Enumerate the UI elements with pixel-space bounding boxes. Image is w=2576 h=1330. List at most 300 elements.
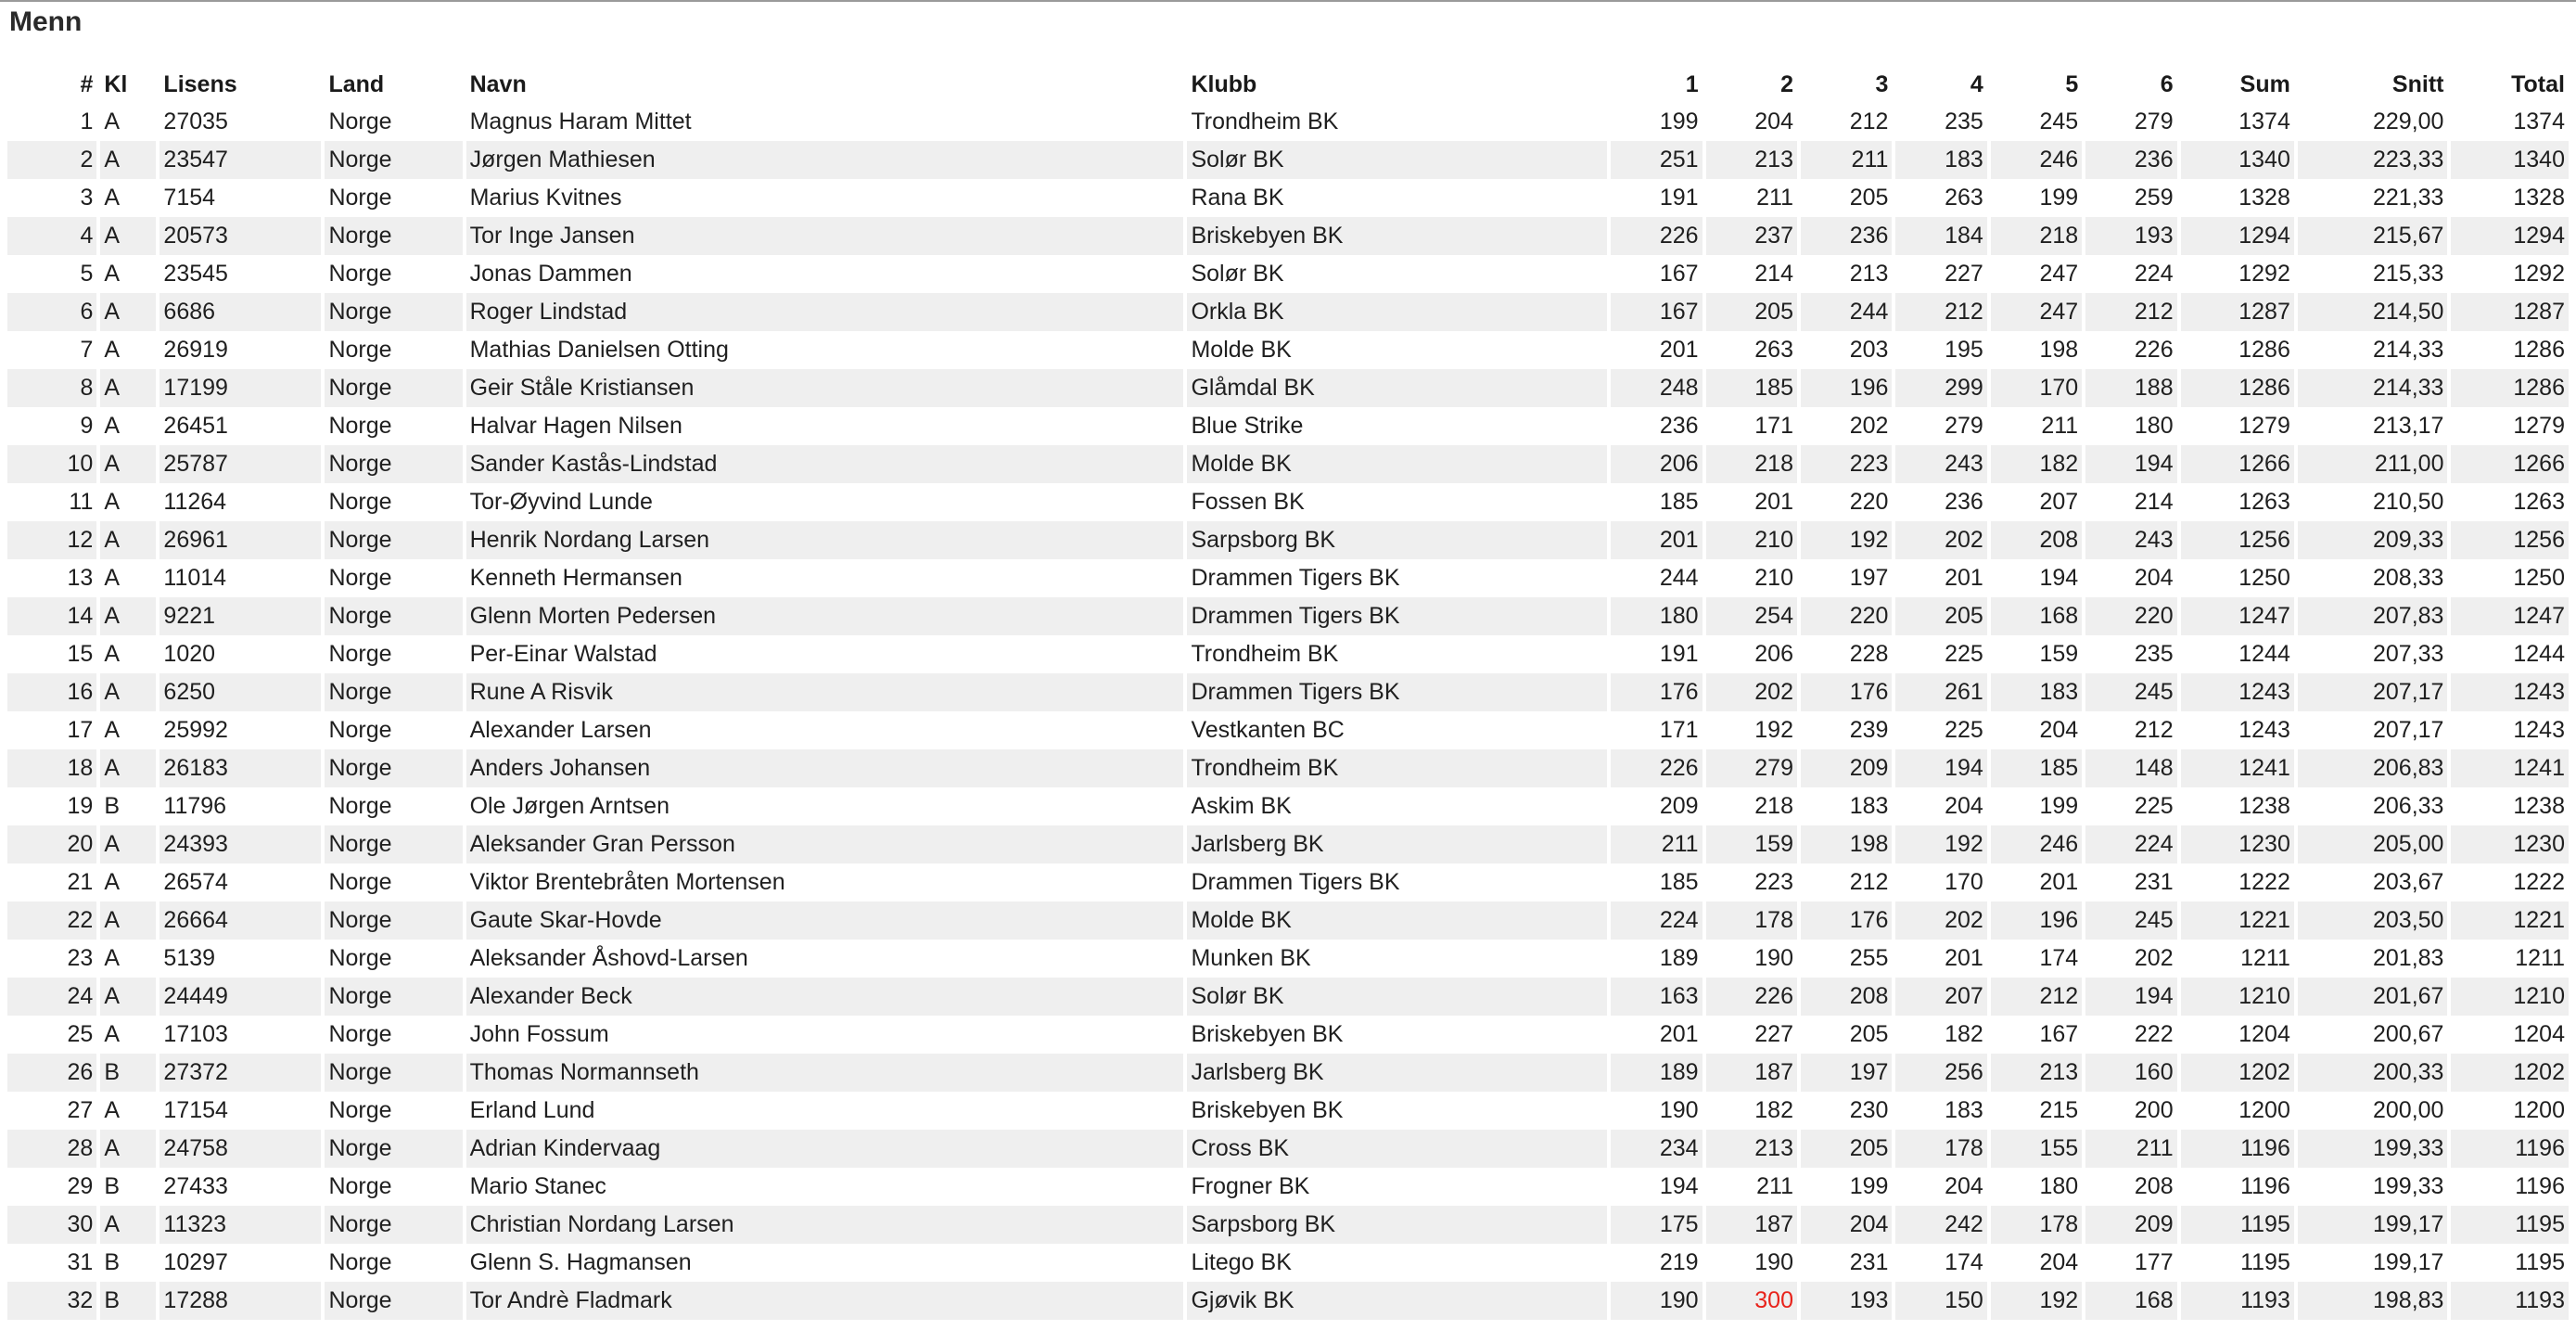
cell-total: 1340 <box>2451 141 2569 179</box>
cell-game-3: 230 <box>1849 1097 1889 1123</box>
header-navn[interactable]: Navn <box>469 71 527 97</box>
cell-lisens: 6250 <box>159 673 321 711</box>
cell-lisens: 11264 <box>163 489 227 515</box>
cell-snitt: 205,00 <box>2298 825 2448 863</box>
cell-klubb: Sarpsborg BK <box>1187 1206 1607 1244</box>
table-row[interactable] <box>7 559 2569 597</box>
cell-land: Norge <box>325 1130 462 1168</box>
cell-klubb: Cross BK <box>1187 1130 1607 1168</box>
cell-klubb: Trondheim BK <box>1191 641 1339 667</box>
header-total[interactable]: Total <box>2511 71 2565 97</box>
cell-snitt: 215,67 <box>2298 217 2448 255</box>
cell-game-4: 227 <box>1945 261 1983 287</box>
cell-land: Norge <box>325 978 462 1016</box>
cell-snitt: 199,33 <box>2298 1130 2448 1168</box>
table-row[interactable] <box>7 521 2569 559</box>
cell-game-3: 203 <box>1849 337 1889 363</box>
cell-game-4: 299 <box>1895 369 1986 407</box>
header-lisens[interactable]: Lisens <box>163 71 237 97</box>
cell-klubb: Briskebyen BK <box>1187 217 1607 255</box>
cell-snitt: 207,17 <box>2298 673 2448 711</box>
cell-total: 1243 <box>2513 717 2565 743</box>
cell-game-4: 194 <box>1895 749 1986 787</box>
header-rank[interactable]: # <box>80 71 94 97</box>
cell-kl: B <box>104 793 121 819</box>
cell-total: 1221 <box>2451 902 2569 940</box>
table-row[interactable] <box>7 978 2569 1016</box>
cell-snitt: 213,17 <box>2373 413 2444 439</box>
cell-snitt: 207,83 <box>2298 597 2448 635</box>
cell-game-2: 187 <box>1706 1206 1797 1244</box>
cell-lisens: 10297 <box>163 1249 228 1275</box>
cell-game-2: 205 <box>1706 293 1797 331</box>
cell-game-2: 192 <box>1754 717 1793 743</box>
cell-rank: 14 <box>7 597 96 635</box>
cell-navn: Erland Lund <box>469 1097 595 1123</box>
cell-navn: Tor Inge Jansen <box>466 217 1184 255</box>
cell-snitt: 203,67 <box>2373 869 2444 895</box>
cell-game-1: 175 <box>1611 1206 1702 1244</box>
cell-game-1: 236 <box>1659 413 1699 439</box>
cell-land: Norge <box>328 109 392 134</box>
cell-land: Norge <box>328 1173 392 1199</box>
table-row[interactable] <box>7 825 2569 863</box>
cell-game-5: 246 <box>1991 825 2082 863</box>
cell-navn: Kenneth Hermansen <box>469 565 682 591</box>
results-table <box>4 67 2572 1320</box>
cell-game-4: 205 <box>1895 597 1986 635</box>
cell-game-1: 201 <box>1659 337 1699 363</box>
header-klubb[interactable]: Klubb <box>1191 71 1257 97</box>
cell-rank: 2 <box>7 141 96 179</box>
cell-game-5: 199 <box>2039 185 2079 211</box>
table-row[interactable] <box>7 1168 2569 1206</box>
cell-navn: Alexander Beck <box>466 978 1184 1016</box>
cell-navn: Per-Einar Walstad <box>469 641 657 667</box>
cell-sum: 1243 <box>2181 673 2294 711</box>
cell-navn: Christian Nordang Larsen <box>466 1206 1184 1244</box>
cell-navn: Roger Lindstad <box>466 293 1184 331</box>
cell-klubb: Trondheim BK <box>1187 749 1607 787</box>
cell-rank: 6 <box>7 293 96 331</box>
cell-total: 1374 <box>2513 109 2565 134</box>
cell-lisens: 27372 <box>159 1054 321 1092</box>
cell-game-3: 197 <box>1801 1054 1892 1092</box>
cell-game-1: 191 <box>1659 641 1699 667</box>
cell-game-1: 201 <box>1611 521 1702 559</box>
cell-game-6: 160 <box>2085 1054 2176 1092</box>
cell-kl: B <box>104 1249 121 1275</box>
header-game-1[interactable]: 1 <box>1685 71 1699 97</box>
table-row[interactable] <box>7 1016 2569 1054</box>
cell-klubb: Solør BK <box>1187 141 1607 179</box>
cell-land: Norge <box>328 1021 392 1047</box>
cell-lisens: 20573 <box>159 217 321 255</box>
cell-kl: A <box>100 445 156 483</box>
cell-game-6: 224 <box>2085 825 2176 863</box>
cell-game-6: 236 <box>2085 141 2176 179</box>
cell-game-5: 208 <box>1991 521 2082 559</box>
cell-game-6: 194 <box>2085 445 2176 483</box>
cell-klubb: Molde BK <box>1191 337 1292 363</box>
cell-kl: A <box>100 293 156 331</box>
table-row[interactable] <box>7 940 2569 978</box>
cell-navn: Mario Stanec <box>469 1173 606 1199</box>
cell-lisens: 26574 <box>163 869 228 895</box>
table-row[interactable] <box>7 331 2569 369</box>
cell-sum: 1243 <box>2238 717 2290 743</box>
cell-klubb: Briskebyen BK <box>1191 1097 1344 1123</box>
cell-game-1: 190 <box>1611 1282 1702 1320</box>
table-row[interactable] <box>7 141 2569 179</box>
cell-snitt: 215,33 <box>2373 261 2444 287</box>
header-game-5[interactable]: 5 <box>2065 71 2079 97</box>
cell-game-2: 211 <box>1756 1173 1793 1199</box>
cell-lisens: 26664 <box>159 902 321 940</box>
cell-sum: 1196 <box>2181 1130 2294 1168</box>
cell-game-1: 244 <box>1659 565 1699 591</box>
header-game-2[interactable]: 2 <box>1780 71 1793 97</box>
cell-game-6: 235 <box>2134 641 2174 667</box>
cell-lisens: 27433 <box>163 1173 228 1199</box>
cell-game-1: 199 <box>1659 109 1699 134</box>
cell-game-1: 176 <box>1611 673 1702 711</box>
table-body <box>7 103 2569 1320</box>
cell-rank: 24 <box>7 978 96 1016</box>
cell-game-6: 245 <box>2085 902 2176 940</box>
cell-total: 1287 <box>2451 293 2569 331</box>
cell-game-4: 183 <box>1895 141 1986 179</box>
cell-sum: 1195 <box>2181 1206 2294 1244</box>
cell-game-5: 178 <box>1991 1206 2082 1244</box>
cell-game-4: 184 <box>1895 217 1986 255</box>
cell-game-6: 211 <box>2085 1130 2176 1168</box>
cell-navn: Aleksander Åshovd-Larsen <box>469 945 748 971</box>
cell-klubb: Molde BK <box>1187 902 1607 940</box>
cell-lisens: 17103 <box>163 1021 228 1047</box>
cell-sum: 1292 <box>2238 261 2290 287</box>
cell-game-4: 204 <box>1945 793 1983 819</box>
cell-game-3: 193 <box>1801 1282 1892 1320</box>
cell-klubb: Drammen Tigers BK <box>1187 673 1607 711</box>
cell-game-3: 205 <box>1849 1021 1889 1047</box>
cell-game-5: 247 <box>1991 293 2082 331</box>
cell-rank: 27 <box>67 1097 94 1123</box>
cell-rank: 22 <box>7 902 96 940</box>
cell-kl: A <box>104 869 121 895</box>
cell-game-6: 177 <box>2134 1249 2174 1275</box>
cell-snitt: 199,33 <box>2373 1173 2444 1199</box>
cell-game-3: 209 <box>1801 749 1892 787</box>
cell-navn: Tor Andrè Fladmark <box>466 1282 1184 1320</box>
cell-game-5: 159 <box>2039 641 2079 667</box>
cell-klubb: Vestkanten BC <box>1191 717 1345 743</box>
cell-game-4: 235 <box>1945 109 1983 134</box>
cell-lisens: 11014 <box>163 565 227 591</box>
cell-sum: 1244 <box>2238 641 2290 667</box>
cell-kl: A <box>100 673 156 711</box>
cell-kl: A <box>104 1097 121 1123</box>
cell-sum: 1195 <box>2240 1249 2290 1275</box>
cell-navn: Aleksander Gran Persson <box>466 825 1184 863</box>
cell-kl: A <box>100 902 156 940</box>
header-row <box>7 67 2569 103</box>
cell-game-2: 202 <box>1706 673 1797 711</box>
cell-klubb: Solør BK <box>1191 261 1284 287</box>
cell-kl: A <box>100 597 156 635</box>
cell-game-3: 211 <box>1801 141 1892 179</box>
table-row[interactable] <box>7 1054 2569 1092</box>
cell-land: Norge <box>325 902 462 940</box>
cell-game-6: 208 <box>2134 1173 2174 1199</box>
table-row[interactable] <box>7 1130 2569 1168</box>
cell-sum: 1210 <box>2181 978 2294 1016</box>
cell-kl: A <box>104 185 121 211</box>
cell-game-1: 206 <box>1611 445 1702 483</box>
cell-game-3: 213 <box>1849 261 1889 287</box>
cell-game-3: 183 <box>1849 793 1889 819</box>
cell-game-4: 207 <box>1895 978 1986 1016</box>
cell-navn: Halvar Hagen Nilsen <box>469 413 682 439</box>
table-row[interactable] <box>7 711 2569 749</box>
cell-total: 1266 <box>2451 445 2569 483</box>
cell-lisens: 26183 <box>159 749 321 787</box>
cell-rank: 21 <box>67 869 94 895</box>
cell-navn: Geir Ståle Kristiansen <box>466 369 1184 407</box>
cell-kl: A <box>100 1130 156 1168</box>
cell-game-2: 227 <box>1754 1021 1793 1047</box>
cell-lisens: 17288 <box>159 1282 321 1320</box>
table-row[interactable] <box>7 483 2569 521</box>
cell-navn: Jørgen Mathiesen <box>466 141 1184 179</box>
cell-total: 1210 <box>2451 978 2569 1016</box>
cell-game-1: 167 <box>1611 293 1702 331</box>
cell-game-2: 206 <box>1754 641 1793 667</box>
header-sum[interactable]: Sum <box>2239 71 2290 97</box>
table-row[interactable] <box>7 787 2569 825</box>
cell-game-3: 212 <box>1849 109 1889 134</box>
table-row[interactable] <box>7 255 2569 293</box>
cell-navn: Glenn Morten Pedersen <box>466 597 1184 635</box>
cell-game-1: 226 <box>1611 217 1702 255</box>
cell-snitt: 214,33 <box>2298 369 2448 407</box>
cell-game-1: 167 <box>1659 261 1699 287</box>
cell-kl: B <box>104 1173 121 1199</box>
cell-kl: B <box>100 1282 156 1320</box>
cell-game-5: 182 <box>1991 445 2082 483</box>
cell-total: 1195 <box>2451 1206 2569 1244</box>
cell-total: 1196 <box>2451 1130 2569 1168</box>
cell-game-1: 209 <box>1659 793 1699 819</box>
table-row[interactable] <box>7 1206 2569 1244</box>
cell-snitt: 207,33 <box>2373 641 2444 667</box>
cell-game-1: 251 <box>1611 141 1702 179</box>
table-row[interactable] <box>7 597 2569 635</box>
cell-klubb: Solør BK <box>1187 978 1607 1016</box>
cell-game-5: 204 <box>2039 717 2079 743</box>
cell-land: Norge <box>325 1282 462 1320</box>
cell-game-6: 212 <box>2134 717 2174 743</box>
cell-game-4: 236 <box>1945 489 1983 515</box>
cell-snitt: 200,00 <box>2373 1097 2444 1123</box>
cell-game-4: 242 <box>1895 1206 1986 1244</box>
cell-game-6: 193 <box>2085 217 2176 255</box>
cell-sum: 1247 <box>2181 597 2294 635</box>
table-row[interactable] <box>7 407 2569 445</box>
cell-land: Norge <box>325 825 462 863</box>
cell-game-2: 237 <box>1706 217 1797 255</box>
cell-game-3: 231 <box>1849 1249 1889 1275</box>
table-row[interactable] <box>7 1282 2569 1320</box>
cell-game-4: 192 <box>1895 825 1986 863</box>
table-row[interactable] <box>7 103 2569 141</box>
cell-sum: 1200 <box>2238 1097 2290 1123</box>
cell-navn: Marius Kvitnes <box>469 185 622 211</box>
cell-klubb: Drammen Tigers BK <box>1191 869 1400 895</box>
cell-total: 1244 <box>2513 641 2565 667</box>
cell-game-2: 159 <box>1706 825 1797 863</box>
cell-lisens: 26919 <box>163 337 228 363</box>
cell-land: Norge <box>328 1097 392 1123</box>
cell-snitt: 201,67 <box>2298 978 2448 1016</box>
cell-snitt: 203,50 <box>2298 902 2448 940</box>
cell-lisens: 17154 <box>163 1097 228 1123</box>
cell-kl: A <box>104 1021 121 1047</box>
cell-game-3: 198 <box>1801 825 1892 863</box>
cell-kl: B <box>100 1054 156 1092</box>
cell-land: Norge <box>328 641 392 667</box>
cell-rank: 25 <box>67 1021 94 1047</box>
cell-rank: 29 <box>67 1173 94 1199</box>
cell-game-1: 248 <box>1611 369 1702 407</box>
cell-total: 1222 <box>2513 869 2565 895</box>
cell-game-3: 199 <box>1849 1173 1889 1199</box>
cell-total: 1204 <box>2513 1021 2565 1047</box>
header-game-4[interactable]: 4 <box>1970 71 1983 97</box>
cell-game-3: 205 <box>1849 185 1889 211</box>
table-row[interactable] <box>7 293 2569 331</box>
cell-snitt: 211,00 <box>2298 445 2448 483</box>
cell-total: 1243 <box>2451 673 2569 711</box>
cell-lisens: 11796 <box>163 793 227 819</box>
cell-klubb: Munken BK <box>1191 945 1311 971</box>
table-header <box>7 67 2569 103</box>
header-game-3[interactable]: 3 <box>1875 71 1889 97</box>
cell-snitt: 200,33 <box>2298 1054 2448 1092</box>
cell-game-1: 191 <box>1659 185 1699 211</box>
cell-game-4: 178 <box>1895 1130 1986 1168</box>
cell-game-3: 208 <box>1801 978 1892 1016</box>
cell-sum: 1202 <box>2181 1054 2294 1092</box>
cell-game-6: 245 <box>2085 673 2176 711</box>
cell-navn: John Fossum <box>469 1021 609 1047</box>
cell-game-1: 189 <box>1659 945 1699 971</box>
cell-game-4: 204 <box>1945 1173 1983 1199</box>
cell-land: Norge <box>328 945 392 971</box>
cell-game-1: 224 <box>1611 902 1702 940</box>
cell-land: Norge <box>328 1249 392 1275</box>
cell-sum: 1196 <box>2240 1173 2290 1199</box>
header-land[interactable]: Land <box>328 71 385 97</box>
cell-lisens: 17199 <box>159 369 321 407</box>
table-row[interactable] <box>7 673 2569 711</box>
header-kl[interactable]: Kl <box>104 71 128 97</box>
cell-game-5: 215 <box>2039 1097 2079 1123</box>
table-row[interactable] <box>7 1244 2569 1282</box>
cell-game-4: 225 <box>1945 717 1983 743</box>
cell-navn: Viktor Brentebråten Mortensen <box>469 869 785 895</box>
cell-snitt: 214,50 <box>2298 293 2448 331</box>
section-title: Menn <box>9 6 83 37</box>
cell-klubb: Gjøvik BK <box>1187 1282 1607 1320</box>
cell-game-6: 279 <box>2134 109 2174 134</box>
cell-game-1: 190 <box>1659 1097 1699 1123</box>
cell-game-2: 226 <box>1706 978 1797 1016</box>
cell-land: Norge <box>325 293 462 331</box>
cell-kl: A <box>104 337 121 363</box>
cell-kl: A <box>104 641 121 667</box>
header-game-6[interactable]: 6 <box>2160 71 2174 97</box>
table-row[interactable] <box>7 863 2569 902</box>
cell-kl: A <box>100 521 156 559</box>
cell-game-1: 171 <box>1659 717 1699 743</box>
cell-game-6: 212 <box>2085 293 2176 331</box>
cell-sum: 1374 <box>2238 109 2290 134</box>
cell-game-4: 170 <box>1945 869 1983 895</box>
cell-snitt: 207,17 <box>2373 717 2444 743</box>
cell-game-3: 220 <box>1801 597 1892 635</box>
cell-land: Norge <box>328 869 392 895</box>
table-row[interactable] <box>7 179 2569 217</box>
cell-game-5: 213 <box>1991 1054 2082 1092</box>
cell-game-2: 185 <box>1706 369 1797 407</box>
cell-total: 1241 <box>2451 749 2569 787</box>
cell-klubb: Jarlsberg BK <box>1187 825 1607 863</box>
cell-land: Norge <box>328 185 392 211</box>
cell-game-3: 228 <box>1849 641 1889 667</box>
cell-land: Norge <box>328 413 392 439</box>
cell-game-4: 201 <box>1945 945 1983 971</box>
cell-land: Norge <box>328 717 392 743</box>
cell-klubb: Askim BK <box>1191 793 1292 819</box>
cell-game-4: 183 <box>1945 1097 1983 1123</box>
table-row[interactable] <box>7 635 2569 673</box>
cell-sum: 1279 <box>2238 413 2290 439</box>
cell-total: 1200 <box>2513 1097 2565 1123</box>
table-row[interactable] <box>7 217 2569 255</box>
cell-land: Norge <box>325 141 462 179</box>
cell-game-2: 279 <box>1706 749 1797 787</box>
table-row[interactable] <box>7 1092 2569 1130</box>
cell-game-2: 210 <box>1754 565 1793 591</box>
cell-game-1: 201 <box>1659 1021 1699 1047</box>
header-snitt[interactable]: Snitt <box>2391 71 2444 97</box>
cell-rank: 9 <box>80 413 94 439</box>
cell-game-3: 255 <box>1849 945 1889 971</box>
table-row[interactable] <box>7 749 2569 787</box>
table-row[interactable] <box>7 902 2569 940</box>
cell-rank: 10 <box>7 445 96 483</box>
table-row[interactable] <box>7 445 2569 483</box>
cell-total: 1230 <box>2451 825 2569 863</box>
cell-sum: 1256 <box>2181 521 2294 559</box>
cell-rank: 17 <box>67 717 94 743</box>
cell-lisens: 24449 <box>159 978 321 1016</box>
cell-rank: 28 <box>7 1130 96 1168</box>
cell-kl: A <box>104 109 121 134</box>
table-row[interactable] <box>7 369 2569 407</box>
cell-game-6: 204 <box>2134 565 2174 591</box>
